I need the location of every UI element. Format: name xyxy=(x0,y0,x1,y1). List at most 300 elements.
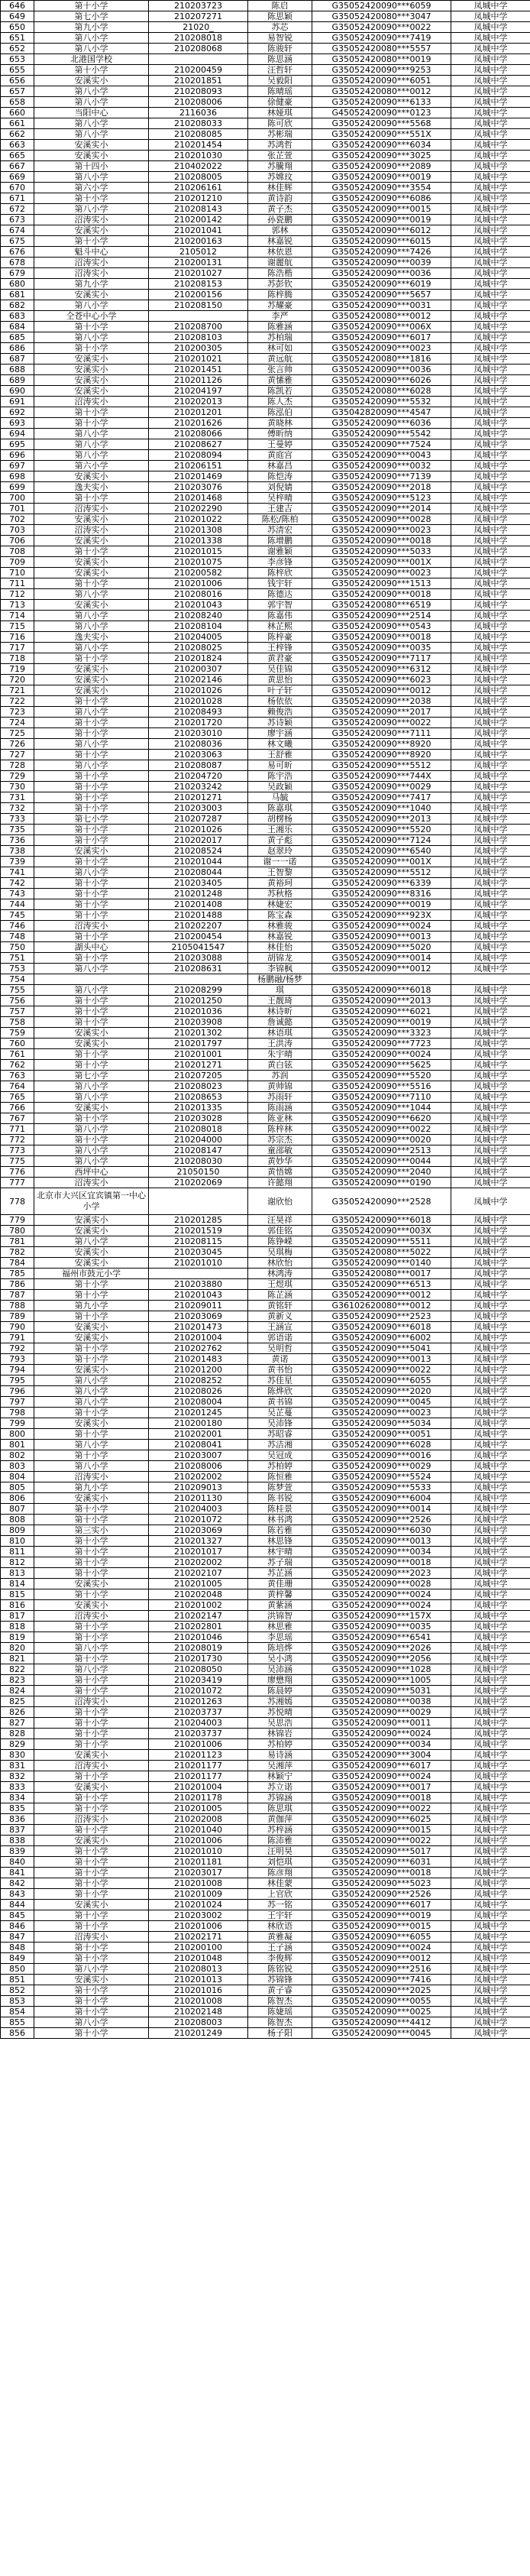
seq-cell: 727 xyxy=(1,750,34,760)
registration-code-cell: G35052420090***6059 xyxy=(312,1,451,11)
name-cell: 陈培烨 xyxy=(248,1643,312,1654)
student-id-cell: 210202002 xyxy=(149,1557,248,1568)
destination-cell: 凤城中学 xyxy=(451,386,530,397)
name-cell: 林嘉锐 xyxy=(248,932,312,942)
name-cell: 黄诗韵 xyxy=(248,193,312,204)
table-row xyxy=(1,1729,530,1739)
destination-cell: 凤城中学 xyxy=(451,1696,530,1707)
table-row xyxy=(1,1493,530,1504)
registration-code-cell: G35052420090***0036 xyxy=(312,365,451,375)
school-cell: 第八小学 xyxy=(34,33,149,44)
seq-cell: 711 xyxy=(1,578,34,589)
school-cell: 安溪实小 xyxy=(34,1750,149,1761)
registration-code-cell: G35052420090***001X xyxy=(312,857,451,867)
registration-code-cell: G35052420080***6519 xyxy=(312,600,451,611)
seq-cell: 722 xyxy=(1,696,34,707)
destination-cell: 凤城中学 xyxy=(451,1039,530,1049)
destination-cell: 凤城中学 xyxy=(451,525,530,536)
table-row xyxy=(1,621,530,632)
school-cell: 安溪实小 xyxy=(34,600,149,611)
student-id-cell: 210201001 xyxy=(149,1049,248,1060)
destination-cell: 凤城中学 xyxy=(451,1049,530,1060)
seq-cell: 716 xyxy=(1,632,34,643)
destination-cell: 凤城中学 xyxy=(451,1135,530,1145)
seq-cell: 840 xyxy=(1,1857,34,1868)
student-id-cell: 210200454 xyxy=(149,932,248,942)
registration-code-cell: G35052420080***0012 xyxy=(312,86,451,97)
table-row xyxy=(1,236,530,247)
name-cell: 苏立诺 xyxy=(248,1782,312,1793)
name-cell: 廖懋翔 xyxy=(248,1675,312,1686)
table-row xyxy=(1,1215,530,1226)
table-row xyxy=(1,461,530,471)
table-row xyxy=(1,1900,530,1910)
registration-code-cell: G35052420090***6015 xyxy=(312,236,451,247)
registration-code-cell: G35052420090***0028 xyxy=(312,1579,451,1589)
destination-cell: 凤城中学 xyxy=(451,2007,530,2017)
destination-cell: 凤城中学 xyxy=(451,1322,530,1333)
table-row xyxy=(1,1290,530,1301)
seq-cell: 735 xyxy=(1,825,34,835)
student-id-cell: 210208299 xyxy=(149,985,248,996)
name-cell: 林诗昕 xyxy=(248,1006,312,1017)
table-row xyxy=(1,857,530,867)
table-row xyxy=(1,97,530,108)
student-id-cell: 210200131 xyxy=(149,258,248,268)
student-id-cell: 210201302 xyxy=(149,1028,248,1039)
table-row xyxy=(1,1707,530,1718)
student-id-cell: 210209011 xyxy=(149,1301,248,1311)
seq-cell: 651 xyxy=(1,33,34,44)
student-id-cell: 210201017 xyxy=(149,1547,248,1557)
seq-cell: 829 xyxy=(1,1739,34,1750)
registration-code-cell: G35052420090***0013 xyxy=(312,932,451,942)
name-cell: 黄新义 xyxy=(248,1311,312,1322)
destination-cell: 凤城中学 xyxy=(451,621,530,632)
seq-cell: 688 xyxy=(1,365,34,375)
school-cell: 第十小学 xyxy=(34,193,149,204)
table-row xyxy=(1,899,530,910)
student-id-cell: 210208104 xyxy=(149,621,248,632)
seq-cell: 706 xyxy=(1,536,34,546)
destination-cell: 凤城中学 xyxy=(451,1343,530,1354)
school-cell: 第七小学 xyxy=(34,1071,149,1081)
school-cell: 第十小学 xyxy=(34,857,149,867)
destination-cell: 凤城中学 xyxy=(451,225,530,236)
student-id-cell: 210201021 xyxy=(149,354,248,365)
seq-cell: 855 xyxy=(1,2017,34,2028)
table-row xyxy=(1,2028,530,2039)
registration-code-cell: G35052420090***7416 xyxy=(312,1975,451,1985)
destination-cell: 凤城中学 xyxy=(451,183,530,193)
table-row xyxy=(1,279,530,290)
school-cell: 第八小学 xyxy=(34,1081,149,1092)
student-id-cell: 210201022 xyxy=(149,514,248,525)
seq-cell: 652 xyxy=(1,44,34,54)
destination-cell: 凤城中学 xyxy=(451,803,530,814)
table-row xyxy=(1,397,530,407)
registration-code-cell: G35052420090***0022 xyxy=(312,718,451,728)
school-cell: 安溪实小 xyxy=(34,1418,149,1429)
table-row xyxy=(1,1039,530,1049)
school-cell: 仝苍中心小学 xyxy=(34,311,149,322)
registration-code-cell: G35052420090***6030 xyxy=(312,1525,451,1536)
registration-code-cell: G35052420090***0023 xyxy=(312,1408,451,1418)
registration-code-cell: G35052420090***3025 xyxy=(312,151,451,161)
destination-cell: 凤城中学 xyxy=(451,1017,530,1028)
name-cell: 李锦枫 xyxy=(248,964,312,974)
seq-cell: 744 xyxy=(1,899,34,910)
destination-cell: 凤城中学 xyxy=(451,696,530,707)
student-id-cell: 210200459 xyxy=(149,65,248,76)
seq-cell: 678 xyxy=(1,258,34,268)
school-cell: 安溪实小 xyxy=(34,664,149,675)
table-row xyxy=(1,675,530,685)
seq-cell: 662 xyxy=(1,129,34,140)
name-cell: 吴冠成 xyxy=(248,1450,312,1461)
school-cell: 第七小学 xyxy=(34,11,149,22)
table-row xyxy=(1,1269,530,1279)
registration-code-cell: G35052420090***6031 xyxy=(312,1857,451,1868)
student-id-cell: 210203017 xyxy=(149,1868,248,1878)
table-row xyxy=(1,1017,530,1028)
name-cell: 许懿翔 xyxy=(248,1178,312,1188)
school-cell: 第十小学 xyxy=(34,878,149,889)
school-cell: 安溪实小 xyxy=(34,151,149,161)
name-cell: 陈若雅 xyxy=(248,1525,312,1536)
registration-code-cell: G35052420090***0028 xyxy=(312,514,451,525)
destination-cell: 凤城中学 xyxy=(451,1236,530,1247)
school-cell: 安溪实小 xyxy=(34,685,149,696)
seq-cell: 802 xyxy=(1,1450,34,1461)
name-cell: 林婕宏 xyxy=(248,899,312,910)
name-cell: 陈泓伯 xyxy=(248,407,312,418)
destination-cell: 凤城中学 xyxy=(451,771,530,782)
name-cell: 黄远航 xyxy=(248,354,312,365)
seq-cell: 839 xyxy=(1,1846,34,1857)
seq-cell: 787 xyxy=(1,1290,34,1301)
school-cell: 安溪实小 xyxy=(34,1039,149,1049)
school-cell: 第八小学 xyxy=(34,985,149,996)
name-cell: 林思锋 xyxy=(248,1536,312,1547)
registration-code-cell: G35052420090***0018 xyxy=(312,1793,451,1803)
registration-code-cell: G35052420090***744X xyxy=(312,771,451,782)
name-cell: 李俊辉 xyxy=(248,1953,312,1964)
table-row xyxy=(1,1889,530,1900)
destination-cell: 凤城中学 xyxy=(451,1654,530,1664)
registration-code-cell: G35052420090***0024 xyxy=(312,1049,451,1060)
student-id-cell: 210201473 xyxy=(149,1322,248,1333)
table-row xyxy=(1,1103,530,1113)
name-cell: 刘倪婧 xyxy=(248,482,312,493)
table-row xyxy=(1,718,530,728)
school-cell: 第十小学 xyxy=(34,1868,149,1878)
school-cell: 沼涛实小 xyxy=(34,1472,149,1482)
school-cell: 第十小学 xyxy=(34,236,149,247)
registration-code-cell: G35052420090***5533 xyxy=(312,1482,451,1493)
destination-cell: 凤城中学 xyxy=(451,1675,530,1686)
registration-code-cell: G35052420090***0013 xyxy=(312,1354,451,1365)
registration-code-cell: G35052420090***2089 xyxy=(312,161,451,172)
registration-code-cell: G35052420080***1816 xyxy=(312,354,451,365)
school-cell: 沼涛实小 xyxy=(34,1761,149,1771)
registration-code-cell: G35052420090***5512 xyxy=(312,867,451,878)
seq-cell: 646 xyxy=(1,1,34,11)
student-id-cell: 210201027 xyxy=(149,268,248,279)
name-cell: 陈人杰 xyxy=(248,397,312,407)
seq-cell: 821 xyxy=(1,1654,34,1664)
table-row xyxy=(1,578,530,589)
table-row xyxy=(1,1654,530,1664)
registration-code-cell: G35052420090***1513 xyxy=(312,578,451,589)
registration-code-cell: G35052420090***6017 xyxy=(312,332,451,343)
destination-cell: 凤城中学 xyxy=(451,151,530,161)
destination-cell: 凤城中学 xyxy=(451,461,530,471)
destination-cell: 凤城中学 xyxy=(451,108,530,118)
seq-cell: 755 xyxy=(1,985,34,996)
destination-cell: 凤城中学 xyxy=(451,1921,530,1932)
destination-cell: 凤城中学 xyxy=(451,504,530,514)
school-cell: 第十四小 xyxy=(34,161,149,172)
name-cell: 陈亚林 xyxy=(248,1113,312,1124)
name-cell: 李彦锋 xyxy=(248,557,312,568)
student-id-cell: 210203908 xyxy=(149,1017,248,1028)
destination-cell: 凤城中学 xyxy=(451,65,530,76)
name-cell: 郭林 xyxy=(248,225,312,236)
registration-code-cell: G35052420080***3047 xyxy=(312,11,451,22)
student-id-cell: 210208493 xyxy=(149,707,248,718)
destination-cell: 凤城中学 xyxy=(451,846,530,857)
name-cell: 张言帅 xyxy=(248,365,312,375)
name-cell: 黄书怡 xyxy=(248,1365,312,1375)
student-id-cell: 210208013 xyxy=(149,1964,248,1975)
name-cell: 林可如 xyxy=(248,343,312,354)
school-cell: 第十小学 xyxy=(34,1279,149,1290)
registration-code-cell: G35052420090***5034 xyxy=(312,1418,451,1429)
name-cell: 黄梓馨 xyxy=(248,1589,312,1600)
table-row xyxy=(1,482,530,493)
school-cell: 安溪实小 xyxy=(34,1322,149,1333)
table-row xyxy=(1,504,530,514)
table-row xyxy=(1,54,530,65)
destination-cell: 凤城中学 xyxy=(451,1611,530,1622)
name-cell: 林雅骏 xyxy=(248,921,312,932)
name-cell: 苏一铭 xyxy=(248,1900,312,1910)
registration-code-cell: G45052420090***0123 xyxy=(312,108,451,118)
school-cell: 沼涛实小 xyxy=(34,268,149,279)
student-id-cell: 210201469 xyxy=(149,471,248,482)
school-cell: 安溪实小 xyxy=(34,1226,149,1236)
student-id-cell: 210203002 xyxy=(149,1910,248,1921)
seq-cell: 825 xyxy=(1,1696,34,1707)
table-row xyxy=(1,1028,530,1039)
name-cell: 苏鸿哲 xyxy=(248,140,312,151)
student-id-cell: 210208030 xyxy=(149,1156,248,1167)
seq-cell: 837 xyxy=(1,1825,34,1836)
registration-code-cell: G35052420080***6028 xyxy=(312,386,451,397)
destination-cell: 凤城中学 xyxy=(451,22,530,33)
seq-cell: 786 xyxy=(1,1279,34,1290)
seq-cell: 794 xyxy=(1,1365,34,1375)
name-cell: 苏芷涵 xyxy=(248,1568,312,1579)
school-cell: 沼涛实小 xyxy=(34,921,149,932)
table-row xyxy=(1,1461,530,1472)
student-id-cell: 210201626 xyxy=(149,418,248,429)
school-cell: 第十小学 xyxy=(34,343,149,354)
destination-cell: 凤城中学 xyxy=(451,1028,530,1039)
destination-cell: 凤城中学 xyxy=(451,1803,530,1814)
student-id-cell: 210201072 xyxy=(149,1686,248,1696)
student-id-cell: 210201248 xyxy=(149,889,248,899)
destination-cell: 凤城中学 xyxy=(451,1868,530,1878)
name-cell: 王梓锋 xyxy=(248,643,312,653)
registration-code-cell: G35052420090***0024 xyxy=(312,1600,451,1611)
destination-cell: 凤城中学 xyxy=(451,1664,530,1675)
seq-cell: 733 xyxy=(1,814,34,825)
student-id-cell: 210201010 xyxy=(149,1258,248,1269)
table-row xyxy=(1,921,530,932)
destination-cell: 凤城中学 xyxy=(451,44,530,54)
registration-code-cell: G35052420090***2516 xyxy=(312,1964,451,1975)
school-cell: 第八小学 xyxy=(34,1664,149,1675)
seq-cell: 795 xyxy=(1,1375,34,1386)
table-row xyxy=(1,44,530,54)
student-id-cell: 210208003 xyxy=(149,2017,248,2028)
destination-cell: 凤城中学 xyxy=(451,1579,530,1589)
registration-code-cell: G35052420090***6018 xyxy=(312,1322,451,1333)
destination-cell: 凤城中学 xyxy=(451,439,530,450)
destination-cell: 凤城中学 xyxy=(451,1124,530,1135)
student-id-cell: 210201824 xyxy=(149,653,248,664)
student-id-cell: 210201009 xyxy=(149,1889,248,1900)
student-id-cell: 210201016 xyxy=(149,1985,248,1996)
school-cell: 沼涛实小 xyxy=(34,1178,149,1188)
name-cell: 苏清宏 xyxy=(248,525,312,536)
registration-code-cell: G35052420090***003X xyxy=(312,1226,451,1236)
student-id-cell: 210201006 xyxy=(149,1836,248,1846)
name-cell: 王舒雅 xyxy=(248,750,312,760)
school-cell: 第九小学 xyxy=(34,279,149,290)
seq-cell: 718 xyxy=(1,653,34,664)
name-cell: 黄晓林 xyxy=(248,418,312,429)
name-cell: 黄子睿 xyxy=(248,1985,312,1996)
student-id-cell: 210203076 xyxy=(149,482,248,493)
school-cell: 第十小学 xyxy=(34,1429,149,1440)
table-row xyxy=(1,1686,530,1696)
school-cell: 安溪实小 xyxy=(34,1365,149,1375)
name-cell: 陈松/陈柏 xyxy=(248,514,312,525)
name-cell: 陈嘉伟 xyxy=(248,611,312,621)
school-cell: 逸夫实小 xyxy=(34,632,149,643)
registration-code-cell: G35052420090***0018 xyxy=(312,1557,451,1568)
seq-cell: 725 xyxy=(1,728,34,739)
destination-cell: 凤城中学 xyxy=(451,1739,530,1750)
seq-cell: 792 xyxy=(1,1343,34,1354)
table-row xyxy=(1,1071,530,1081)
school-cell: 第十小学 xyxy=(34,1311,149,1322)
table-row xyxy=(1,354,530,365)
registration-code-cell: G35052420090***5520 xyxy=(312,825,451,835)
student-id-cell: 210201026 xyxy=(149,685,248,696)
student-id-cell: 210201043 xyxy=(149,1290,248,1301)
student-id-cell: 210206151 xyxy=(149,461,248,471)
table-row xyxy=(1,1178,530,1188)
seq-cell: 683 xyxy=(1,311,34,322)
seq-cell: 812 xyxy=(1,1557,34,1568)
school-cell: 安溪实小 xyxy=(34,1836,149,1846)
student-id-cell: 210201041 xyxy=(149,225,248,236)
school-cell: 安溪实小 xyxy=(34,386,149,397)
registration-code-cell: G35052420090***0034 xyxy=(312,1739,451,1750)
student-id-cell: 210208019 xyxy=(149,1643,248,1654)
table-row xyxy=(1,2017,530,2028)
table-row xyxy=(1,1386,530,1397)
destination-cell: 凤城中学 xyxy=(451,375,530,386)
table-row xyxy=(1,846,530,857)
school-cell: 第八小学 xyxy=(34,332,149,343)
name-cell: 俆健豪 xyxy=(248,97,312,108)
school-cell: 第十小学 xyxy=(34,1060,149,1071)
seq-cell: 819 xyxy=(1,1632,34,1643)
registration-code-cell: G35052420090***5511 xyxy=(312,1236,451,1247)
student-id-cell: 210201308 xyxy=(149,525,248,536)
student-id-cell: 210207287 xyxy=(149,814,248,825)
school-cell: 第十小学 xyxy=(34,1910,149,1921)
school-cell: 第八小学 xyxy=(34,450,149,461)
destination-cell: 凤城中学 xyxy=(451,664,530,675)
name-cell: 陈芷涵 xyxy=(248,1290,312,1301)
name-cell: 林宇晴 xyxy=(248,1547,312,1557)
school-cell: 第十小学 xyxy=(34,1,149,11)
table-row xyxy=(1,193,530,204)
school-cell: 第十小学 xyxy=(34,1771,149,1782)
destination-cell: 凤城中学 xyxy=(451,1461,530,1472)
school-cell: 第七小学 xyxy=(34,814,149,825)
seq-cell: 684 xyxy=(1,322,34,332)
student-id-cell: 210201008 xyxy=(149,1996,248,2007)
student-id-cell: 210202017 xyxy=(149,835,248,846)
destination-cell: 凤城中学 xyxy=(451,1188,530,1215)
student-id-cell: 210208004 xyxy=(149,1397,248,1408)
name-cell: 朱宇晴 xyxy=(248,1049,312,1060)
destination-cell: 凤城中学 xyxy=(451,1006,530,1017)
student-id-cell: 210203003 xyxy=(149,803,248,814)
destination-cell: 凤城中学 xyxy=(451,1568,530,1579)
school-cell: 第三实小 xyxy=(34,1525,149,1536)
name-cell: 廖宇涵 xyxy=(248,728,312,739)
student-id-cell: 210201040 xyxy=(149,1825,248,1836)
destination-cell: 凤城中学 xyxy=(451,1269,530,1279)
destination-cell: 凤城中学 xyxy=(451,1279,530,1290)
seq-cell: 827 xyxy=(1,1718,34,1729)
registration-code-cell: G35052420090***0019 xyxy=(312,1910,451,1921)
destination-cell: 凤城中学 xyxy=(451,1718,530,1729)
destination-cell: 凤城中学 xyxy=(451,739,530,750)
school-cell: 第八小学 xyxy=(34,867,149,878)
school-cell: 第十小学 xyxy=(34,1450,149,1461)
school-cell: 安溪实小 xyxy=(34,140,149,151)
name-cell: 王涵宣 xyxy=(248,1322,312,1333)
destination-cell: 凤城中学 xyxy=(451,611,530,621)
registration-code-cell: G35052420090***2020 xyxy=(312,1386,451,1397)
name-cell: 杨子阳 xyxy=(248,2028,312,2039)
student-id-cell: 210200163 xyxy=(149,236,248,247)
registration-code-cell: G35052420090***0034 xyxy=(312,1547,451,1557)
registration-code-cell: G35052420090***5524 xyxy=(312,1472,451,1482)
school-cell: 第八小学 xyxy=(34,1397,149,1408)
school-cell: 第十小学 xyxy=(34,1846,149,1857)
destination-cell: 凤城中学 xyxy=(451,322,530,332)
